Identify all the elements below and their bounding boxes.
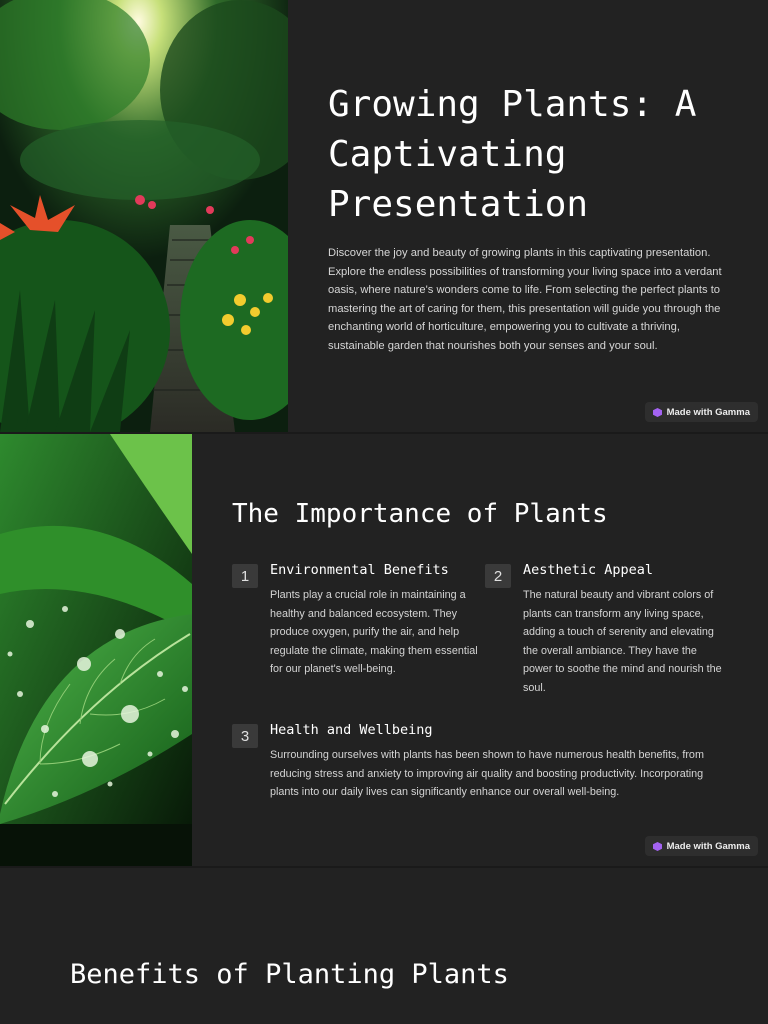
garden-path-image xyxy=(0,0,288,432)
item-heading: Health and Wellbeing xyxy=(270,722,433,738)
made-with-gamma-badge[interactable] xyxy=(645,836,758,856)
item-number-badge: 3 xyxy=(232,724,258,748)
section-title: The Importance of Plants xyxy=(232,499,608,529)
item-number-badge: 1 xyxy=(232,564,258,588)
item-text: Plants play a crucial role in maintaining a healthy and balanced ecosystem. They produce oxygen, purify the air, and help regulate the climate, making them essential for our planet's well-being. xyxy=(270,589,478,676)
made-with-gamma-badge[interactable] xyxy=(645,402,758,422)
item-text: The natural beauty and vibrant colors of plants can transform any living space, adding a touch of serenity and elevating the overall ambiance. They have the power to soothe the mind and nourish the soul. xyxy=(523,589,722,694)
badge-label: Made with Gamma xyxy=(666,840,750,852)
item-heading: Environmental Benefits xyxy=(270,562,449,578)
presentation-title: Growing Plants: A Captivating Presentation xyxy=(328,84,697,225)
slide-1 xyxy=(0,0,768,432)
section-title: Benefits of Planting Plants xyxy=(70,959,509,990)
item-number-badge: 2 xyxy=(485,564,511,588)
gamma-logo-icon xyxy=(653,408,662,417)
item-text: Surrounding ourselves with plants has been shown to have numerous health benefits, from reducing stress and anxiety to improving air quality and boosting productivity. Incorporating plants into our daily lives can significantly enhance our overall well-being. xyxy=(270,749,704,799)
gamma-logo-icon xyxy=(653,842,662,851)
leaf-water-drops-image xyxy=(0,434,192,866)
slide-2 xyxy=(0,434,768,866)
slide-3 xyxy=(0,868,768,1024)
presentation-description: Discover the joy and beauty of growing plants in this captivating presentation. Explore the endless possibilities of transforming your living space into a verdant oasis, where nature's wonders come to life. From selecting the perfect plants to mastering the art of caring for them, this presentation will guide you through the enchanting world of horticulture, empowering you to cultivate a thriving, sustainable garden that nourishes both your senses and your soul. xyxy=(328,247,722,352)
badge-label: Made with Gamma xyxy=(666,406,750,418)
item-heading: Aesthetic Appeal xyxy=(523,562,654,578)
